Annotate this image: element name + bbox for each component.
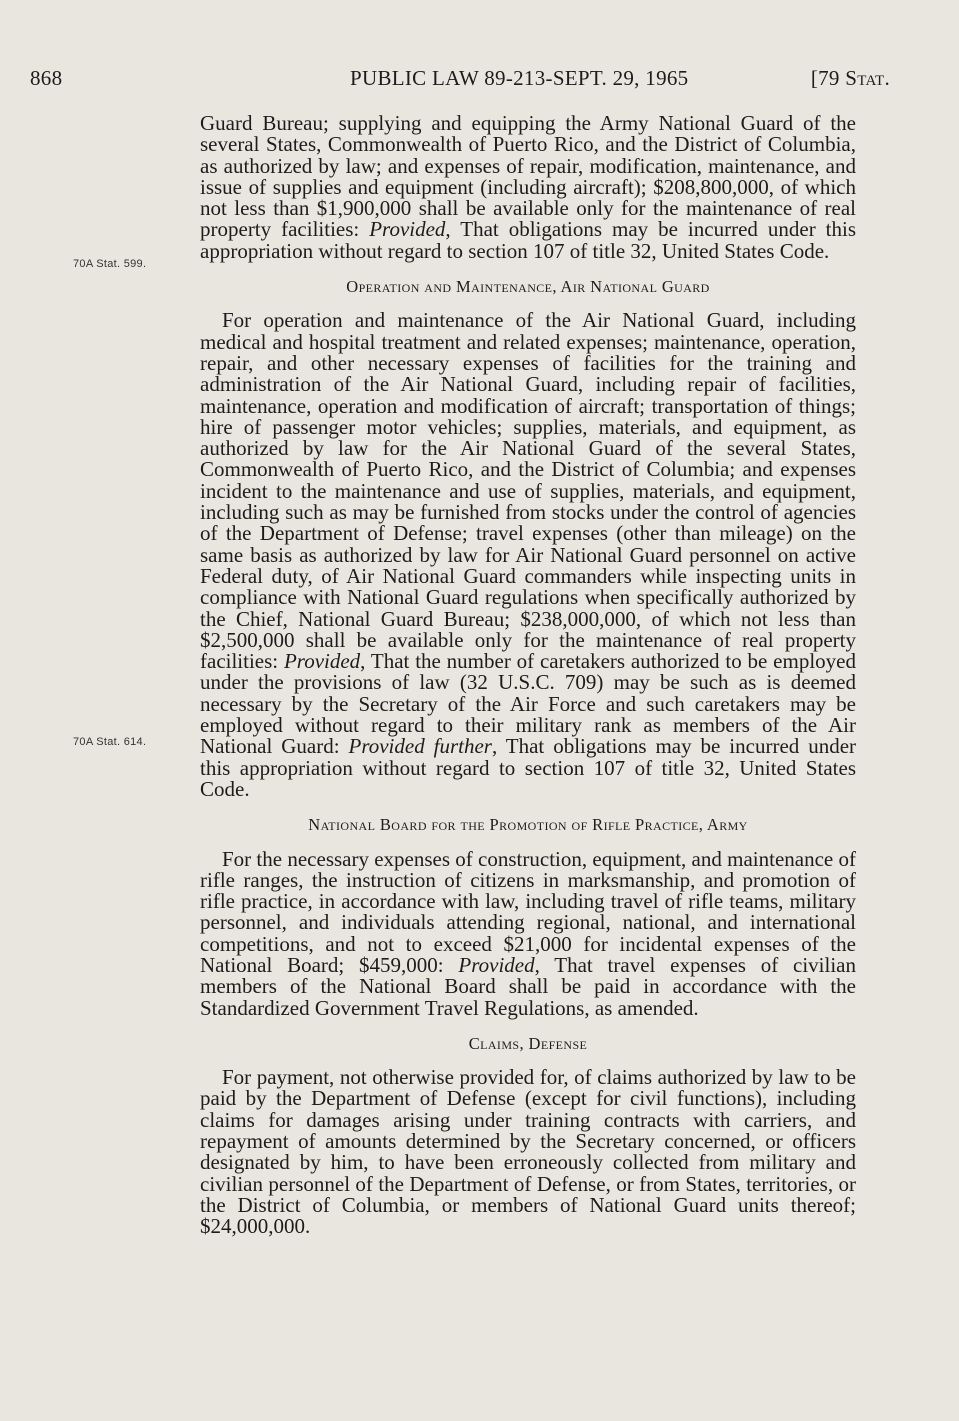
paragraph-text: For payment, not otherwise provided for, of claims authorized by law to be paid by the Department of Defense (except for civil functions), including claims for damages arising under training contracts with carriers, and repayment of amounts determined by the Secretary concerned, or officers designated by him, to have been erroneously collected from military and civilian personnel of the Department of Defense, or from States, territories, or the District of Columbia, or members of National Guard units thereof; $24,000,000.	[200, 1065, 856, 1239]
margin-note-599: 70A Stat. 599.	[73, 258, 147, 270]
running-title: PUBLIC LAW 89-213-SEPT. 29, 1965	[350, 66, 689, 90]
paragraph-text: Guard Bureau; supplying and equipping the Army National Guard of the several States, Commonwealth of Puerto Rico, and the District of Columbia, as authorized by law; and expenses of repair, modification, maintenance, and issue of supplies and equipment (including aircraft); $208,800,000, of which not less than $1,900,000 shall be available only for the maintenance of real property facilities:	[200, 111, 856, 242]
proviso-term: Provided further	[348, 734, 492, 759]
margin-note-614: 70A Stat. 614.	[73, 736, 147, 748]
section-heading: Operation and Maintenance, Air National Guard	[346, 277, 710, 297]
paragraph-text: , That travel expenses of civilian members of the National Board shall be paid in accordance with the Standardized Government Travel Regulations, as amended.	[200, 952, 856, 1020]
paragraph-text: , That the number of caretakers authorized to be employed under the provisions of law (32 U.S.C. 709) may be such as is deemed necessary by the Secretary of the Air Force and such caretakers may be employed without regard to their military rank as members of the Air National Guard:	[200, 649, 856, 759]
paragraph-text: For the necessary expenses of construction, equipment, and maintenance of rifle ranges, the instruction of citizens in marksmanship, and promotion of rifle practice, in accordance with law, including travel of rifle teams, military personnel, and individuals attending regional, national, and international competitions, and not to exceed $21,000 for incidental expenses of the National Board; $459,000:	[200, 846, 856, 977]
section-paragraph	[200, 1067, 856, 1237]
paragraph-text: For operation and maintenance of the Air National Guard, including medical and hospital treatment and related expenses; maintenance, operation, repair, and other necessary expenses of facilities for the training and administration of the Air National Guard, including repair of facilities, maintenance, operation and modification of aircraft; transportation of things; hire of passenger motor vehicles; supplies, materials, and equipment, as authorized by law for the Air National Guard of the several States, Commonwealth of Puerto Rico, and the District of Columbia; and expenses incident to the maintenance and use of supplies, materials, and equipment, including such as may be furnished from stocks under the control of agencies of the Department of Defense; travel expenses (other than mileage) on the same basis as authorized by law for Air National Guard personnel on active Federal duty, of Air National Guard commanders while inspecting units in compliance with National Guard regulations when specifically authorized by the Chief, National Guard Bureau; $238,000,000, of which not less than $2,500,000 shall be available only for the maintenance of real property facilities:	[200, 308, 856, 674]
proviso-term: Provided	[369, 217, 446, 242]
document-body	[200, 113, 856, 1238]
section-heading: Claims, Defense	[468, 1033, 588, 1053]
page-header	[30, 66, 890, 96]
section-paragraph	[200, 846, 856, 1020]
section-paragraph	[200, 113, 856, 262]
proviso-term: Provided	[283, 649, 361, 674]
section-heading: National Board for the Promotion of Rifle Practice, Army	[308, 815, 748, 835]
section-paragraph	[200, 310, 856, 800]
paragraph-text: , That obligations may be incurred under this appropriation without regard to section 107 of title 32, United States Code.	[200, 734, 857, 801]
volume-citation: [79 Stat.	[810, 66, 890, 90]
paragraph-text: , That obligations may be incurred under this appropriation without regard to section 107 of title 32, United States Code.	[200, 217, 856, 263]
page-number: 868	[30, 66, 63, 90]
proviso-term: Provided	[458, 952, 535, 977]
